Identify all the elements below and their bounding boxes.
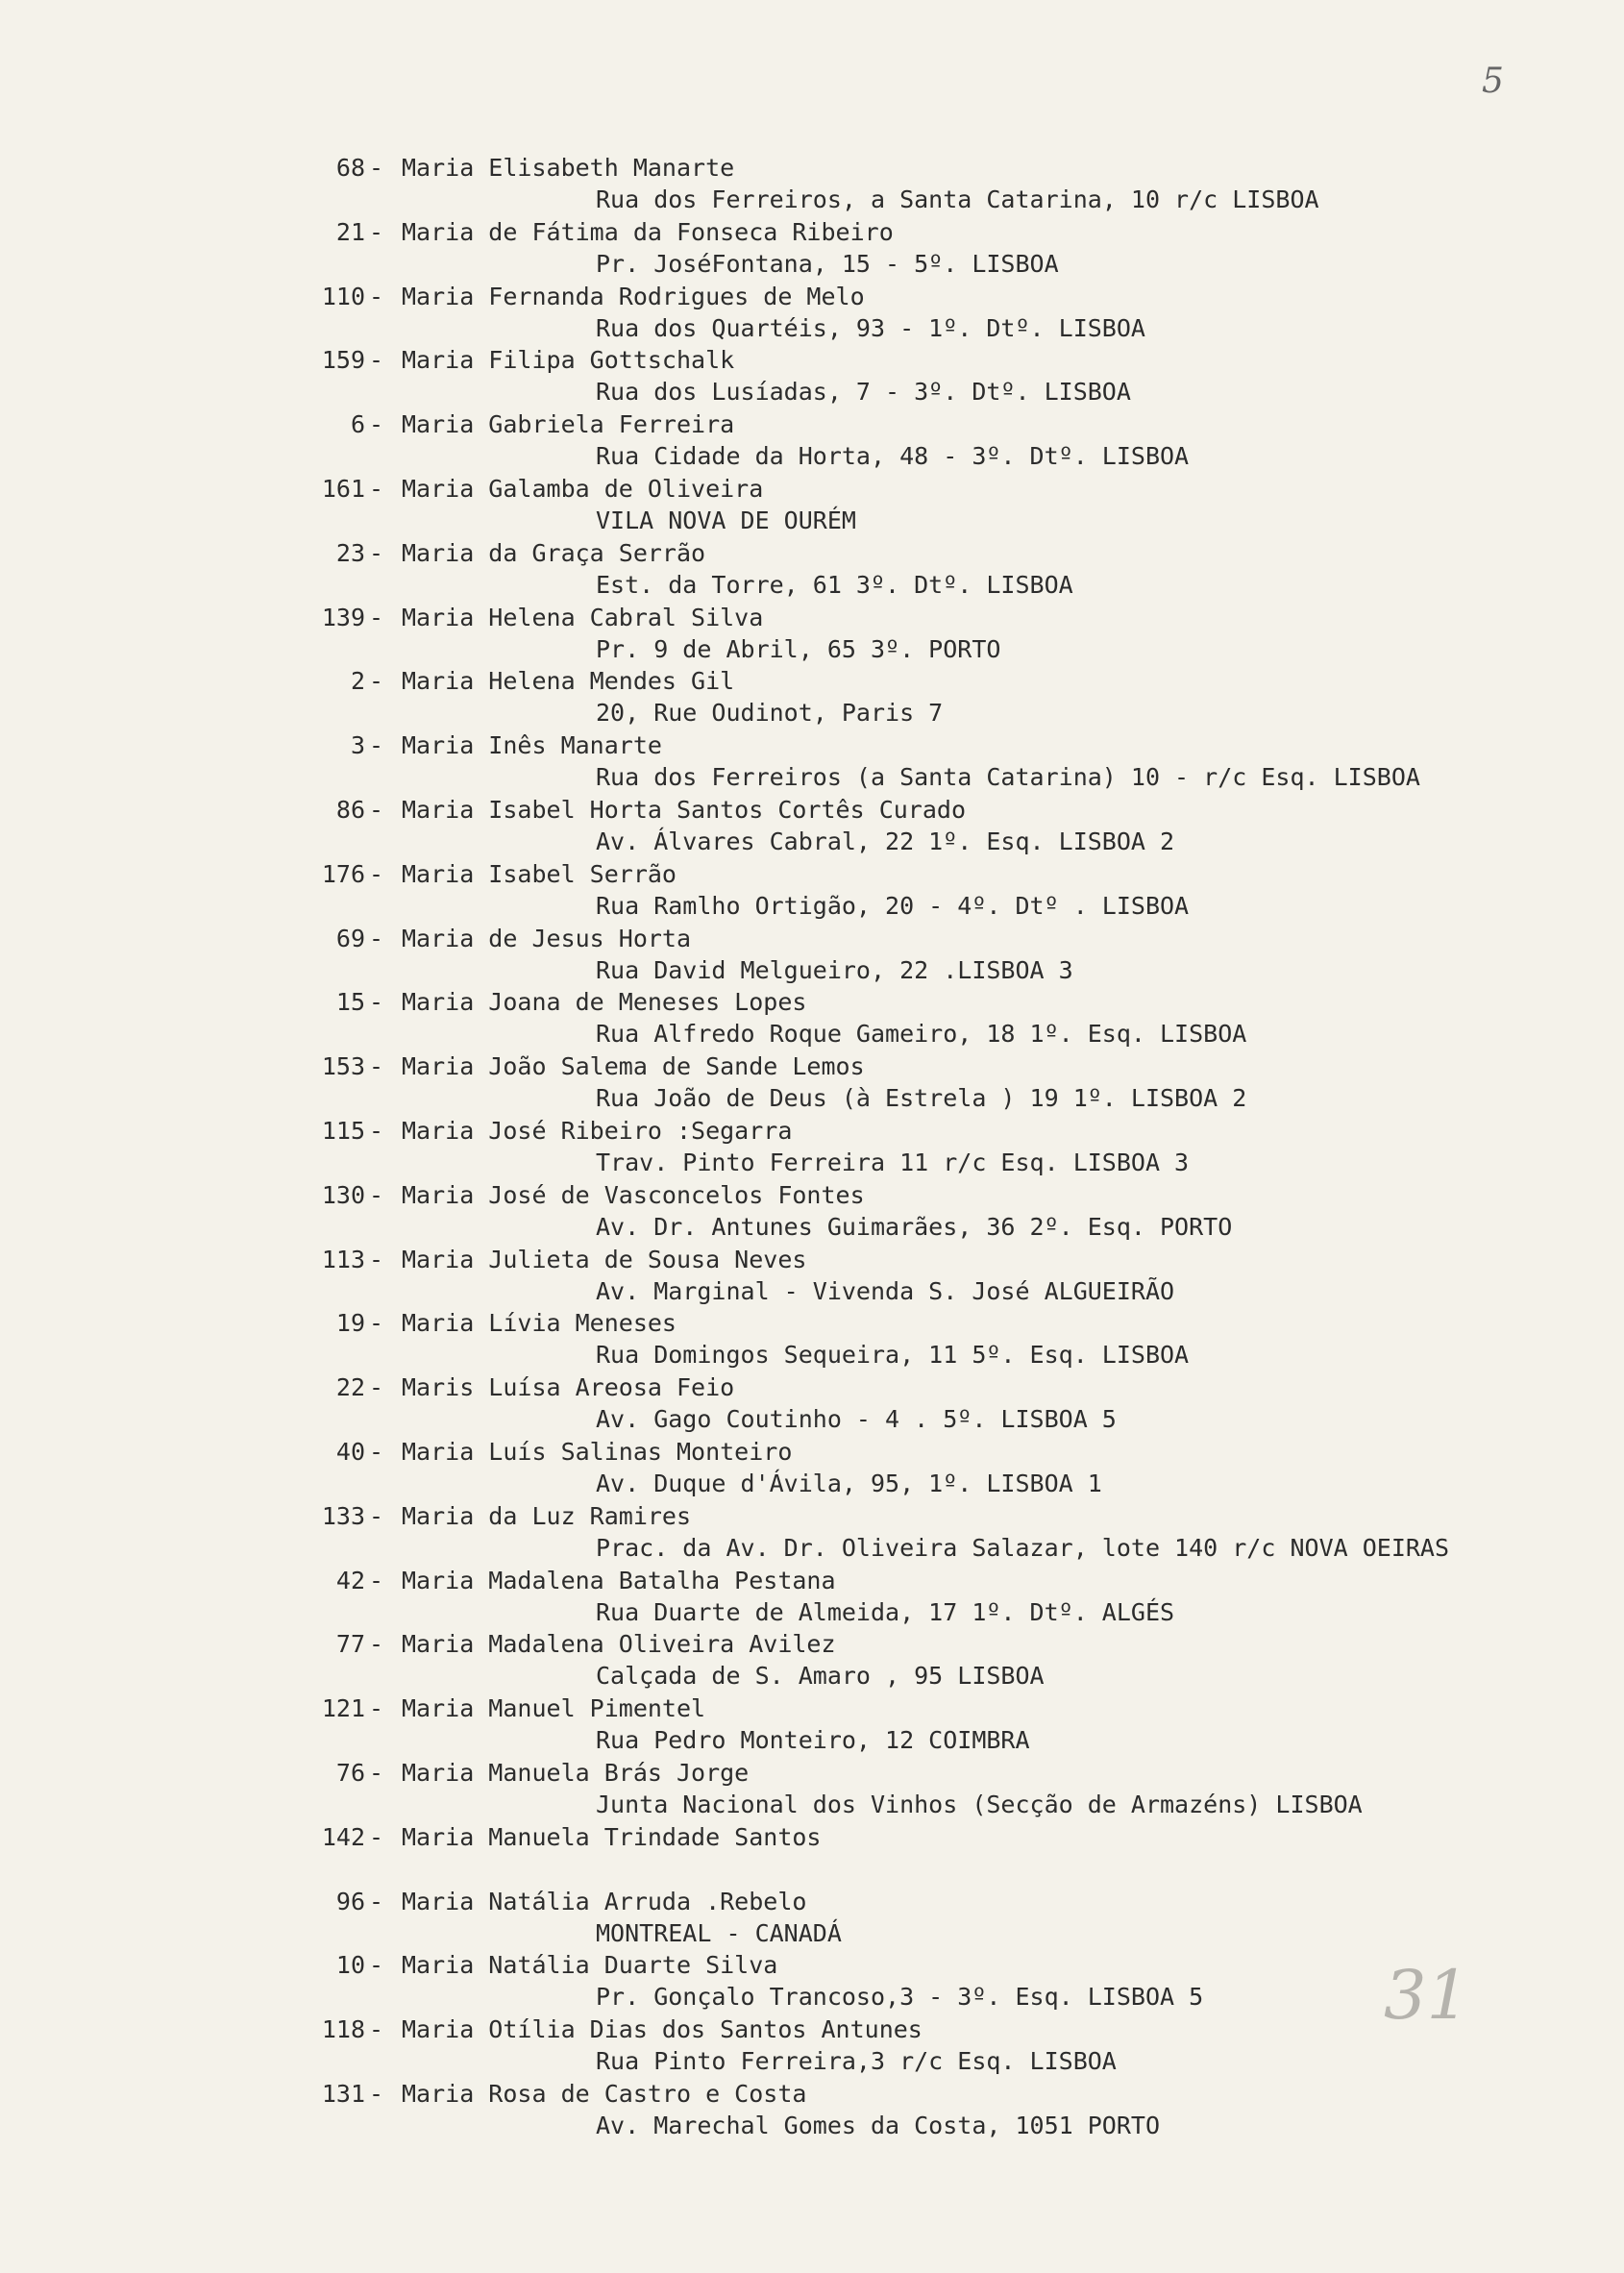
pencil-annotation: 31 <box>1384 1956 1470 2035</box>
entry-number: 86 <box>335 795 365 824</box>
entry-separator: - <box>369 282 384 310</box>
entry-name: Maria da Graça Serrão <box>402 538 706 567</box>
list-item <box>0 1115 1624 1179</box>
entry-separator: - <box>369 1309 384 1338</box>
list-item <box>0 344 1624 408</box>
entry-address: Rua João de Deus (à Estrela ) 19 1º. LISBOA 2 <box>596 1084 1247 1113</box>
entry-separator: - <box>369 1630 384 1659</box>
entry-number: 68 <box>335 154 365 182</box>
list-item <box>0 1050 1624 1115</box>
entry-separator: - <box>369 731 384 760</box>
list-item <box>0 1628 1624 1692</box>
entry-name: Maria João Salema de Sande Lemos <box>402 1052 865 1081</box>
entry-address: Rua Duarte de Almeida, 17 1º. Dtº. ALGÉS <box>596 1597 1175 1626</box>
list-item <box>0 665 1624 729</box>
entry-separator: - <box>369 154 384 182</box>
entry-address: Av. Marechal Gomes da Costa, 1051 PORTO <box>596 2111 1160 2139</box>
entry-separator: - <box>369 924 384 952</box>
list-item <box>0 1565 1624 1629</box>
page-number: 5 <box>1482 62 1504 101</box>
entry-name: Maria Julieta de Sousa Neves <box>402 1245 807 1273</box>
entry-separator: - <box>369 988 384 1017</box>
entry-separator: - <box>369 346 384 375</box>
entry-separator: - <box>369 1501 384 1530</box>
entry-number: 133 <box>321 1501 365 1530</box>
entry-name: Maria Lívia Meneses <box>402 1309 677 1338</box>
entry-separator: - <box>369 217 384 246</box>
entry-number: 2 <box>350 667 365 696</box>
entry-separator: - <box>369 2079 384 2108</box>
entry-address: Rua Pinto Ferreira,3 r/c Esq. LISBOA <box>596 2047 1117 2076</box>
entry-address: Av. Dr. Antunes Guimarães, 36 2º. Esq. PORTO <box>596 1212 1233 1241</box>
entry-separator: - <box>369 1822 384 1851</box>
entry-name: Maria Natália Arruda .Rebelo <box>402 1887 807 1915</box>
entry-name: Maria Isabel Serrão <box>402 859 677 888</box>
entry-name: Maria Gabriela Ferreira <box>402 410 735 439</box>
entry-number: 22 <box>335 1373 365 1402</box>
list-item <box>0 1949 1624 2014</box>
entry-name: Maria Madalena Oliveira Avilez <box>402 1630 836 1659</box>
entry-address: Av. Marginal - Vivenda S. José ALGUEIRÃO <box>596 1276 1175 1305</box>
entry-number: 3 <box>350 731 365 760</box>
entry-name: Maria Helena Cabral Silva <box>402 603 764 631</box>
entry-name: Maria Otília Dias dos Santos Antunes <box>402 2015 923 2044</box>
entry-number: 161 <box>321 474 365 503</box>
entry-address: Prac. da Av. Dr. Oliveira Salazar, lote 140 r/c NOVA OEIRAS <box>596 1533 1450 1562</box>
entry-number: 176 <box>321 859 365 888</box>
entry-address: Rua dos Lusíadas, 7 - 3º. Dtº. LISBOA <box>596 378 1131 407</box>
list-item <box>0 1436 1624 1500</box>
entry-name: Maria Fernanda Rodrigues de Melo <box>402 282 865 310</box>
entry-address: Trav. Pinto Ferreira 11 r/c Esq. LISBOA 3 <box>596 1148 1190 1176</box>
entry-address: Rua Cidade da Horta, 48 - 3º. Dtº. LISBOA <box>596 442 1190 471</box>
entry-name: Maria de Jesus Horta <box>402 924 692 952</box>
entry-name: Maria Madalena Batalha Pestana <box>402 1566 836 1594</box>
entry-name: Maria Filipa Gottschalk <box>402 346 735 375</box>
entry-address: Pr. 9 de Abril, 65 3º. PORTO <box>596 634 1001 663</box>
entry-number: 139 <box>321 603 365 631</box>
list-item <box>0 2014 1624 2078</box>
entry-number: 121 <box>321 1694 365 1723</box>
entry-name: Maria de Fátima da Fonseca Ribeiro <box>402 217 894 246</box>
list-item <box>0 1307 1624 1371</box>
entry-name: Maria Natália Duarte Silva <box>402 1951 778 1980</box>
entry-address: Rua Ramlho Ortigão, 20 - 4º. Dtº . LISBOA <box>596 891 1190 920</box>
list-item <box>0 408 1624 473</box>
entry-number: 131 <box>321 2079 365 2108</box>
entry-address: Av. Duque d'Ávila, 95, 1º. LISBOA 1 <box>596 1469 1102 1497</box>
entry-name: Maria Joana de Meneses Lopes <box>402 988 807 1017</box>
entry-address: Rua dos Ferreiros (a Santa Catarina) 10 - r/c Esq. LISBOA <box>596 763 1420 792</box>
entry-number: 77 <box>335 1630 365 1659</box>
entry-name: Maria Luís Salinas Monteiro <box>402 1437 793 1466</box>
entry-separator: - <box>369 410 384 439</box>
entry-number: 118 <box>321 2015 365 2044</box>
entry-separator: - <box>369 1373 384 1402</box>
entry-number: 6 <box>350 410 365 439</box>
entry-name: Maria Elisabeth Manarte <box>402 154 735 182</box>
entry-separator: - <box>369 1437 384 1466</box>
entry-separator: - <box>369 859 384 888</box>
entry-address: Est. da Torre, 61 3º. Dtº. LISBOA <box>596 570 1073 599</box>
entry-number: 76 <box>335 1758 365 1787</box>
entry-number: 40 <box>335 1437 365 1466</box>
entry-name: Maria da Luz Ramires <box>402 1501 692 1530</box>
entry-number: 21 <box>335 217 365 246</box>
entry-separator: - <box>369 1052 384 1081</box>
list-item <box>0 1692 1624 1757</box>
list-item <box>0 729 1624 794</box>
entry-number: 15 <box>335 988 365 1017</box>
entry-name: Maria Inês Manarte <box>402 731 662 760</box>
entry-number: 130 <box>321 1180 365 1209</box>
entry-name: Maria Manuela Brás Jorge <box>402 1758 750 1787</box>
list-item <box>0 986 1624 1050</box>
entry-address: Rua dos Quartéis, 93 - 1º. Dtº. LISBOA <box>596 313 1145 342</box>
entry-address: Av. Álvares Cabral, 22 1º. Esq. LISBOA 2 <box>596 827 1175 855</box>
entry-separator: - <box>369 1758 384 1787</box>
entry-address: Rua Pedro Monteiro, 12 COIMBRA <box>596 1726 1030 1755</box>
entry-address: Av. Gago Coutinho - 4 . 5º. LISBOA 5 <box>596 1405 1117 1434</box>
entry-address: Pr. JoséFontana, 15 - 5º. LISBOA <box>596 249 1059 278</box>
entry-address: Calçada de S. Amaro , 95 LISBOA <box>596 1662 1045 1691</box>
entry-address: Rua David Melgueiro, 22 .LISBOA 3 <box>596 955 1073 984</box>
list-item <box>0 473 1624 537</box>
entry-separator: - <box>369 1887 384 1915</box>
entry-number: 115 <box>321 1116 365 1145</box>
list-item <box>0 858 1624 923</box>
list-item <box>0 537 1624 602</box>
entry-address: Rua dos Ferreiros, a Santa Catarina, 10 r/c LISBOA <box>596 185 1319 213</box>
entry-number: 153 <box>321 1052 365 1081</box>
entry-address: MONTREAL - CANADÁ <box>596 1918 842 1947</box>
address-list <box>0 152 1624 2142</box>
entry-number: 69 <box>335 924 365 952</box>
entry-separator: - <box>369 538 384 567</box>
entry-number: 19 <box>335 1309 365 1338</box>
list-item <box>0 1179 1624 1244</box>
entry-address: VILA NOVA DE OURÉM <box>596 506 856 534</box>
entry-name: Maria José de Vasconcelos Fontes <box>402 1180 865 1209</box>
entry-address: Junta Nacional dos Vinhos (Secção de Armazéns) LISBOA <box>596 1790 1363 1818</box>
list-item <box>0 1371 1624 1436</box>
entry-separator: - <box>369 667 384 696</box>
entry-address: Rua Domingos Sequeira, 11 5º. Esq. LISBOA <box>596 1341 1190 1370</box>
list-item <box>0 2078 1624 2142</box>
entry-number: 113 <box>321 1245 365 1273</box>
entry-name: Maria Isabel Horta Santos Cortês Curado <box>402 795 966 824</box>
entry-number: 42 <box>335 1566 365 1594</box>
entry-name: Maris Luísa Areosa Feio <box>402 1373 735 1402</box>
entry-separator: - <box>369 1116 384 1145</box>
entry-separator: - <box>369 1566 384 1594</box>
list-item <box>0 602 1624 666</box>
list-item <box>0 923 1624 987</box>
entry-separator: - <box>369 603 384 631</box>
entry-separator: - <box>369 474 384 503</box>
entry-number: 23 <box>335 538 365 567</box>
entry-name: Maria Rosa de Castro e Costa <box>402 2079 807 2108</box>
entry-number: 159 <box>321 346 365 375</box>
entry-number: 142 <box>321 1822 365 1851</box>
entry-address: 20, Rue Oudinot, Paris 7 <box>596 699 944 728</box>
entry-name: Maria Manuel Pimentel <box>402 1694 706 1723</box>
list-item <box>0 152 1624 216</box>
entry-separator: - <box>369 1245 384 1273</box>
entry-number: 10 <box>335 1951 365 1980</box>
list-item <box>0 281 1624 345</box>
entry-separator: - <box>369 2015 384 2044</box>
list-item <box>0 794 1624 858</box>
entry-number: 110 <box>321 282 365 310</box>
entry-number: 96 <box>335 1887 365 1915</box>
list-item <box>0 1821 1624 1886</box>
entry-separator: - <box>369 795 384 824</box>
entry-separator: - <box>369 1694 384 1723</box>
list-item <box>0 1500 1624 1565</box>
entry-name: Maria Galamba de Oliveira <box>402 474 764 503</box>
entry-separator: - <box>369 1951 384 1980</box>
list-item <box>0 1886 1624 1950</box>
list-item <box>0 1244 1624 1308</box>
entry-name: Maria Manuela Trindade Santos <box>402 1822 822 1851</box>
list-item <box>0 1757 1624 1821</box>
entry-address: Rua Alfredo Roque Gameiro, 18 1º. Esq. LISBOA <box>596 1020 1247 1049</box>
list-item <box>0 216 1624 281</box>
entry-name: Maria Helena Mendes Gil <box>402 667 735 696</box>
entry-address: Pr. Gonçalo Trancoso,3 - 3º. Esq. LISBOA 5 <box>596 1983 1204 2012</box>
entry-name: Maria José Ribeiro :Segarra <box>402 1116 793 1145</box>
entry-separator: - <box>369 1180 384 1209</box>
